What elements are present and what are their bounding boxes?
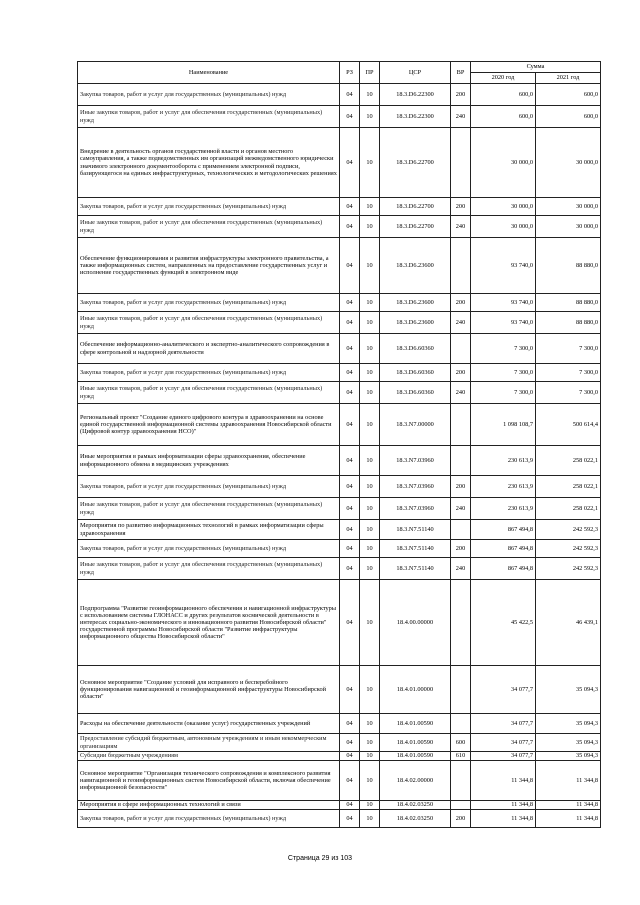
table-row <box>78 106 601 128</box>
row-csr: 18.3.N7.00000 <box>380 404 451 446</box>
row-sum-2020: 34 077,7 <box>471 666 536 714</box>
row-sum-2021: 35 094,3 <box>536 734 601 752</box>
row-csr: 18.3.D6.22300 <box>380 106 451 128</box>
row-pr: 10 <box>360 580 380 666</box>
row-pr: 10 <box>360 558 380 580</box>
row-vr: 240 <box>451 106 471 128</box>
table-row <box>78 801 601 810</box>
row-pr: 10 <box>360 520 380 540</box>
row-vr: 200 <box>451 294 471 312</box>
row-pr: 10 <box>360 334 380 364</box>
row-sum-2021: 88 880,0 <box>536 294 601 312</box>
row-name: Основное мероприятие "Создание условий для исправного и бесперебойного функционирования навигационной и геоинформационной инфраструктуры Новосибирской области" <box>78 666 340 714</box>
row-sum-2021: 242 592,3 <box>536 540 601 558</box>
row-vr: 600 <box>451 734 471 752</box>
row-name: Мероприятия по развитию информационных технологий в рамках информатизации сферы здравоохранения <box>78 520 340 540</box>
row-vr: 200 <box>451 84 471 106</box>
row-vr <box>451 446 471 476</box>
row-sum-2020: 600,0 <box>471 84 536 106</box>
row-pr: 10 <box>360 801 380 810</box>
row-sum-2021: 46 439,1 <box>536 580 601 666</box>
header-pr: ПР <box>360 62 380 84</box>
row-vr: 240 <box>451 558 471 580</box>
row-pr: 10 <box>360 404 380 446</box>
row-csr: 18.3.N7.51140 <box>380 558 451 580</box>
row-sum-2021: 11 344,8 <box>536 801 601 810</box>
row-pr: 10 <box>360 294 380 312</box>
table-row <box>78 520 601 540</box>
row-rz: 04 <box>340 810 360 828</box>
row-rz: 04 <box>340 334 360 364</box>
row-vr: 200 <box>451 810 471 828</box>
row-vr: 610 <box>451 752 471 761</box>
row-name: Предоставление субсидий бюджетным, автономным учреждениям и иным некоммерческим организациям <box>78 734 340 752</box>
row-csr: 18.3.D6.60360 <box>380 382 451 404</box>
row-sum-2020: 7 300,0 <box>471 382 536 404</box>
row-rz: 04 <box>340 404 360 446</box>
table-row <box>78 761 601 801</box>
row-pr: 10 <box>360 540 380 558</box>
row-csr: 18.4.01.00590 <box>380 714 451 734</box>
row-sum-2020: 93 740,0 <box>471 312 536 334</box>
row-vr: 240 <box>451 498 471 520</box>
row-vr: 200 <box>451 198 471 216</box>
header-name: Наименование <box>78 62 340 84</box>
table-body <box>78 84 601 828</box>
row-csr: 18.3.D6.22700 <box>380 216 451 238</box>
row-rz: 04 <box>340 801 360 810</box>
row-csr: 18.4.02.03250 <box>380 801 451 810</box>
row-sum-2021: 7 300,0 <box>536 334 601 364</box>
row-sum-2021: 258 022,1 <box>536 476 601 498</box>
row-rz: 04 <box>340 476 360 498</box>
row-vr <box>451 714 471 734</box>
row-sum-2021: 11 344,8 <box>536 810 601 828</box>
row-pr: 10 <box>360 734 380 752</box>
row-sum-2021: 35 094,3 <box>536 714 601 734</box>
table-row <box>78 198 601 216</box>
table-row <box>78 334 601 364</box>
row-sum-2020: 7 300,0 <box>471 364 536 382</box>
table-row <box>78 216 601 238</box>
row-sum-2020: 34 077,7 <box>471 714 536 734</box>
row-sum-2021: 242 592,3 <box>536 520 601 540</box>
row-csr: 18.3.D6.23600 <box>380 238 451 294</box>
row-name: Закупка товаров, работ и услуг для государственных (муниципальных) нужд <box>78 540 340 558</box>
row-sum-2021: 88 880,0 <box>536 312 601 334</box>
row-rz: 04 <box>340 238 360 294</box>
row-vr <box>451 666 471 714</box>
row-vr <box>451 404 471 446</box>
row-name: Закупка товаров, работ и услуг для государственных (муниципальных) нужд <box>78 810 340 828</box>
row-rz: 04 <box>340 382 360 404</box>
row-vr <box>451 761 471 801</box>
header-vr: ВР <box>451 62 471 84</box>
row-sum-2020: 867 494,8 <box>471 540 536 558</box>
row-vr: 240 <box>451 382 471 404</box>
row-rz: 04 <box>340 498 360 520</box>
row-vr: 200 <box>451 364 471 382</box>
row-sum-2020: 230 613,9 <box>471 446 536 476</box>
row-rz: 04 <box>340 312 360 334</box>
row-sum-2020: 11 344,8 <box>471 801 536 810</box>
row-pr: 10 <box>360 364 380 382</box>
row-csr: 18.3.D6.23600 <box>380 294 451 312</box>
row-pr: 10 <box>360 446 380 476</box>
table-row <box>78 558 601 580</box>
row-csr: 18.3.N7.03960 <box>380 498 451 520</box>
row-pr: 10 <box>360 761 380 801</box>
row-pr: 10 <box>360 312 380 334</box>
row-name: Основное мероприятие "Организация технического сопровождения и комплексного развития навигационной и геоинформационных систем Новосибирской области, включая обеспечение информационной безопасности" <box>78 761 340 801</box>
row-name: Расходы на обеспечение деятельности (оказание услуг) государственных учреждений <box>78 714 340 734</box>
table-row <box>78 498 601 520</box>
table-row <box>78 714 601 734</box>
row-sum-2020: 11 344,8 <box>471 761 536 801</box>
row-rz: 04 <box>340 216 360 238</box>
table-row <box>78 476 601 498</box>
row-rz: 04 <box>340 734 360 752</box>
row-csr: 18.3.N7.51140 <box>380 540 451 558</box>
row-sum-2020: 867 494,8 <box>471 520 536 540</box>
row-sum-2021: 35 094,3 <box>536 752 601 761</box>
row-rz: 04 <box>340 446 360 476</box>
table-row <box>78 404 601 446</box>
row-sum-2020: 30 000,0 <box>471 198 536 216</box>
row-name: Закупка товаров, работ и услуг для государственных (муниципальных) нужд <box>78 476 340 498</box>
table-row <box>78 752 601 761</box>
row-sum-2021: 242 592,3 <box>536 558 601 580</box>
row-name: Закупка товаров, работ и услуг для государственных (муниципальных) нужд <box>78 364 340 382</box>
row-csr: 18.3.D6.60360 <box>380 334 451 364</box>
row-rz: 04 <box>340 580 360 666</box>
row-sum-2021: 35 094,3 <box>536 666 601 714</box>
row-rz: 04 <box>340 666 360 714</box>
row-name: Иные закупки товаров, работ и услуг для обеспечения государственных (муниципальных) нужд <box>78 382 340 404</box>
row-csr: 18.3.D6.22700 <box>380 128 451 198</box>
row-vr: 240 <box>451 216 471 238</box>
row-name: Подпрограмма "Развитие геоинформационного обеспечения и навигационной инфраструктуры с использованием системы ГЛОНАСС и других результатов космической деятельности в интересах социально-экономического и инновационного развития Новосибирской области" государственной программы Новосибирской области "Развитие инфраструктуры информационного общества Новосибирской области" <box>78 580 340 666</box>
row-vr: 200 <box>451 540 471 558</box>
row-pr: 10 <box>360 198 380 216</box>
row-vr <box>451 580 471 666</box>
row-rz: 04 <box>340 294 360 312</box>
row-pr: 10 <box>360 476 380 498</box>
row-name: Иные закупки товаров, работ и услуг для обеспечения государственных (муниципальных) нужд <box>78 312 340 334</box>
table-row <box>78 128 601 198</box>
table-row <box>78 312 601 334</box>
row-pr: 10 <box>360 810 380 828</box>
row-name: Внедрение в деятельность органов государственной власти и органов местного самоуправления, а также подведомственных им организаций межведомственного юридически значимого электронного документооборота с применением электронной подписи, базирующегося на единых инфраструктурных, технологических и методологических решениях <box>78 128 340 198</box>
row-csr: 18.4.00.00000 <box>380 580 451 666</box>
row-csr: 18.3.D6.22300 <box>380 84 451 106</box>
row-rz: 04 <box>340 84 360 106</box>
row-vr: 240 <box>451 312 471 334</box>
row-sum-2020: 93 740,0 <box>471 238 536 294</box>
row-vr: 200 <box>451 476 471 498</box>
row-name: Закупка товаров, работ и услуг для государственных (муниципальных) нужд <box>78 84 340 106</box>
row-rz: 04 <box>340 106 360 128</box>
row-csr: 18.4.01.00000 <box>380 666 451 714</box>
row-rz: 04 <box>340 198 360 216</box>
row-csr: 18.3.N7.03960 <box>380 446 451 476</box>
row-csr: 18.3.D6.23600 <box>380 312 451 334</box>
header-sum: Сумма <box>471 62 601 73</box>
row-sum-2020: 1 098 108,7 <box>471 404 536 446</box>
row-sum-2021: 30 000,0 <box>536 198 601 216</box>
table-row <box>78 540 601 558</box>
row-csr: 18.4.02.00000 <box>380 761 451 801</box>
row-sum-2021: 11 344,8 <box>536 761 601 801</box>
table-row <box>78 364 601 382</box>
row-name: Иные закупки товаров, работ и услуг для обеспечения государственных (муниципальных) нужд <box>78 106 340 128</box>
row-rz: 04 <box>340 128 360 198</box>
row-csr: 18.3.N7.51140 <box>380 520 451 540</box>
table-row <box>78 734 601 752</box>
row-pr: 10 <box>360 382 380 404</box>
row-rz: 04 <box>340 558 360 580</box>
page-footer: Страница 29 из 103 <box>287 855 353 862</box>
row-vr <box>451 520 471 540</box>
row-csr: 18.3.D6.22700 <box>380 198 451 216</box>
row-pr: 10 <box>360 106 380 128</box>
row-sum-2020: 230 613,9 <box>471 498 536 520</box>
row-sum-2020: 230 613,9 <box>471 476 536 498</box>
row-name: Субсидии бюджетным учреждениям <box>78 752 340 761</box>
row-sum-2021: 500 614,4 <box>536 404 601 446</box>
row-sum-2021: 258 022,1 <box>536 446 601 476</box>
row-csr: 18.4.01.00590 <box>380 752 451 761</box>
row-name: Закупка товаров, работ и услуг для государственных (муниципальных) нужд <box>78 198 340 216</box>
row-pr: 10 <box>360 752 380 761</box>
row-name: Иные мероприятия в рамках информатизации сферы здравоохранения, обеспечение информационного обмена в медицинских учреждениях <box>78 446 340 476</box>
row-rz: 04 <box>340 520 360 540</box>
row-sum-2021: 7 300,0 <box>536 382 601 404</box>
row-rz: 04 <box>340 540 360 558</box>
row-pr: 10 <box>360 666 380 714</box>
row-sum-2020: 34 077,7 <box>471 734 536 752</box>
table-row <box>78 84 601 106</box>
table-row <box>78 580 601 666</box>
table-row <box>78 382 601 404</box>
row-rz: 04 <box>340 761 360 801</box>
row-name: Иные закупки товаров, работ и услуг для обеспечения государственных (муниципальных) нужд <box>78 216 340 238</box>
row-sum-2021: 7 300,0 <box>536 364 601 382</box>
row-sum-2021: 30 000,0 <box>536 128 601 198</box>
row-rz: 04 <box>340 714 360 734</box>
row-sum-2020: 7 300,0 <box>471 334 536 364</box>
table-row <box>78 810 601 828</box>
row-name: Закупка товаров, работ и услуг для государственных (муниципальных) нужд <box>78 294 340 312</box>
row-pr: 10 <box>360 216 380 238</box>
row-pr: 10 <box>360 128 380 198</box>
row-vr <box>451 128 471 198</box>
row-sum-2021: 600,0 <box>536 84 601 106</box>
row-name: Обеспечение информационно-аналитического и экспертно-аналитического сопровождения в сфере контрольной и надзорной деятельности <box>78 334 340 364</box>
row-pr: 10 <box>360 84 380 106</box>
row-csr: 18.3.N7.03960 <box>380 476 451 498</box>
row-csr: 18.4.02.03250 <box>380 810 451 828</box>
budget-table <box>77 61 601 828</box>
table-row <box>78 294 601 312</box>
header-2021: 2021 год <box>536 73 601 84</box>
table-row <box>78 446 601 476</box>
row-sum-2020: 93 740,0 <box>471 294 536 312</box>
row-sum-2020: 11 344,8 <box>471 810 536 828</box>
row-rz: 04 <box>340 752 360 761</box>
row-sum-2020: 30 000,0 <box>471 128 536 198</box>
row-name: Иные закупки товаров, работ и услуг для обеспечения государственных (муниципальных) нужд <box>78 498 340 520</box>
row-sum-2020: 34 077,7 <box>471 752 536 761</box>
row-pr: 10 <box>360 714 380 734</box>
row-name: Мероприятия в сфере информационных технологий и связи <box>78 801 340 810</box>
row-pr: 10 <box>360 498 380 520</box>
row-vr <box>451 334 471 364</box>
row-sum-2021: 258 022,1 <box>536 498 601 520</box>
header-2020: 2020 год <box>471 73 536 84</box>
row-name: Обеспечение функционирования и развития инфраструктуры электронного правительства, а также информационных систем, направленных на предоставление государственных услуг и исполнение государственных функций в электронном виде <box>78 238 340 294</box>
row-rz: 04 <box>340 364 360 382</box>
row-name: Иные закупки товаров, работ и услуг для обеспечения государственных (муниципальных) нужд <box>78 558 340 580</box>
row-csr: 18.3.D6.60360 <box>380 364 451 382</box>
row-vr <box>451 238 471 294</box>
row-csr: 18.4.01.00590 <box>380 734 451 752</box>
row-sum-2021: 30 000,0 <box>536 216 601 238</box>
row-sum-2020: 600,0 <box>471 106 536 128</box>
header-csr: ЦСР <box>380 62 451 84</box>
table-row <box>78 666 601 714</box>
row-pr: 10 <box>360 238 380 294</box>
row-sum-2021: 600,0 <box>536 106 601 128</box>
table-row <box>78 238 601 294</box>
row-name: Региональный проект "Создание единого цифрового контура в здравоохранении на основе единой государственной информационной системы здравоохранения Новосибирской области (Цифровой контур здравоохранения НСО)" <box>78 404 340 446</box>
row-sum-2021: 88 880,0 <box>536 238 601 294</box>
row-sum-2020: 30 000,0 <box>471 216 536 238</box>
row-sum-2020: 867 494,8 <box>471 558 536 580</box>
row-sum-2020: 45 422,5 <box>471 580 536 666</box>
header-rz: РЗ <box>340 62 360 84</box>
row-vr <box>451 801 471 810</box>
